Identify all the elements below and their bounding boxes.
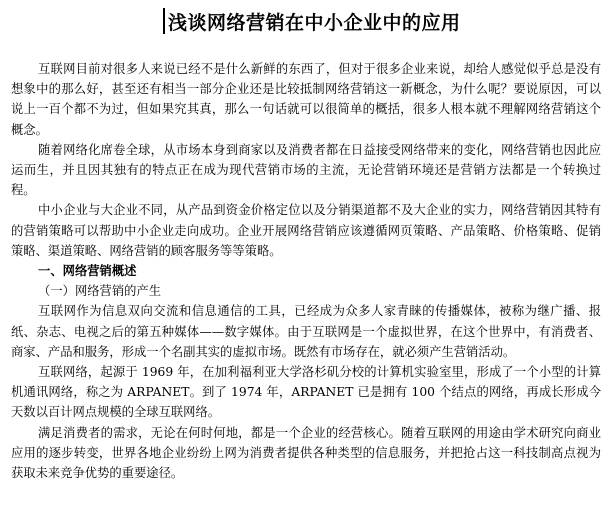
paragraph-network-trend: 随着网络化席卷全球，从市场本身到商家以及消费者都在日益接受网络带来的变化，网络营销也因此应运而生，并且因其独有的特点正在成为现代营销市场的主流，无论营销环境还是营销方法都是一个转换过程。: [11, 142, 601, 198]
text-cursor: [163, 8, 165, 34]
paragraph-internet-origin: 互联网络，起源于 1969 年，在加利福利亚大学洛杉矶分校的计算机实验室里，形成了一个小型的计算机通讯网络，称之为 ARPANET。到了 1974 年，ARPANET 已是拥有 100 个结点的网络，再成长形成今天数以百计网点规模的全球互联网络。: [11, 365, 601, 420]
paragraph-sme-strategy: 中小企业与大企业不同，从产品到资金价格定位以及分销渠道都不及大企业的实力，网络营销因其特有的营销策略可以帮助中小企业走向成功。企业开展网络营销应该遵循网页策略、产品策略、价格策略、促销策略、渠道策略、网络营销的顾客服务等等策略。: [11, 203, 601, 258]
document-title: 浅谈网络营销在中小企业中的应用: [168, 11, 461, 34]
section-heading: 一、网络营销概述: [38, 264, 137, 279]
document-body: [11, 59, 601, 483]
paragraph-intro: 互联网目前对很多人来说已经不是什么新鲜的东西了，但对于很多企业来说，却给人感觉似乎总是没有想象中的那么好，甚至还有相当一部分企业还是比较抵制网络营销这一新概念，为什么呢？要说原因，可以说上一百个都不为过，但如果究其真，那么一句话就可以很简单的概括，很多人根本就不理解网络营销这个概念。: [11, 62, 601, 137]
subsection-heading: （一）网络营销的产生: [38, 284, 162, 299]
paragraph-internet-media: 互联网作为信息双向交流和信息通信的工具，已经成为众多人家青睐的传播媒体，被称为继广播、报纸、杂志、电视之后的第五种媒体——数字媒体。由于互联网是一个虚拟世界，在这个世界中，有消费者、商家、产品和服务，形成一个名副其实的虚拟市场。既然有市场存在，就必须产生营销活动。: [11, 304, 601, 359]
paragraph-consumer-needs: 满足消费者的需求，无论在何时何地，都是一个企业的经营核心。随着互联网的用途由学术研究向商业应用的逐步转变，世界各地企业纷纷上网为消费者提供各种类型的信息服务，并把抢占这一科技制高点视为获取未来竞争优势的重要途径。: [11, 425, 601, 481]
title-row: [163, 6, 461, 36]
